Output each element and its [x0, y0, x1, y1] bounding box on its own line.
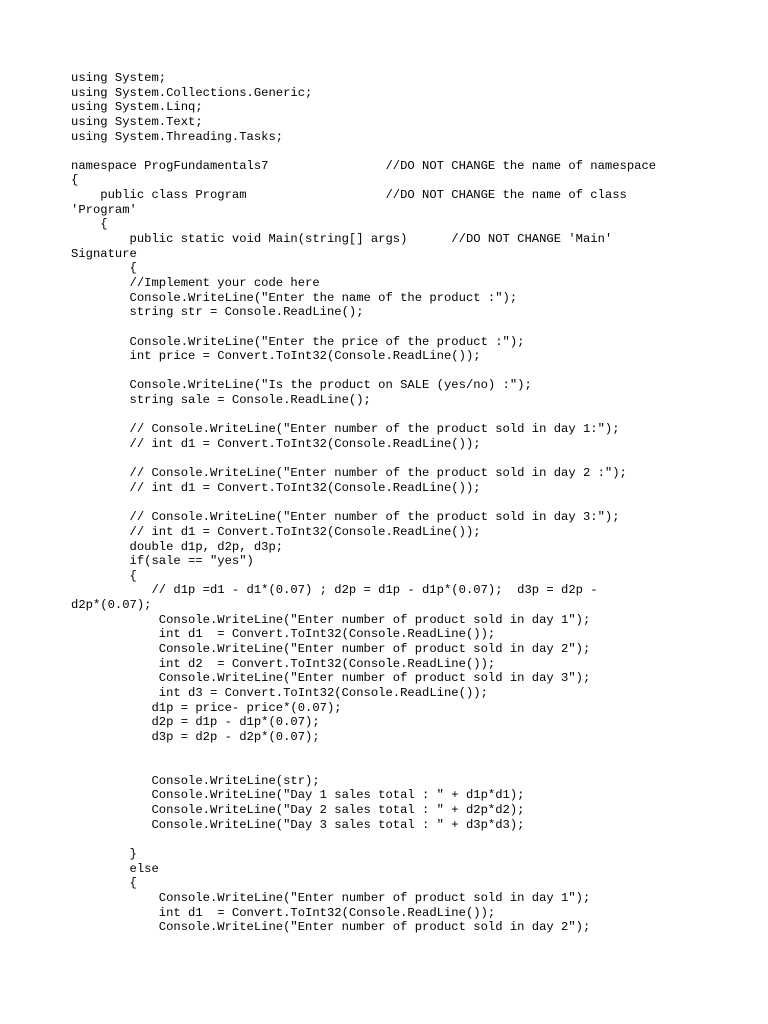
code-line: Console.WriteLine("Enter the price of the product :");: [71, 334, 525, 349]
code-line: using System.Collections.Generic;: [71, 85, 313, 100]
code-line: d2p*(0.07);: [71, 598, 152, 613]
code-line: using System;: [71, 71, 167, 85]
code-line: int d1 = Convert.ToInt32(Console.ReadLine());: [71, 627, 496, 642]
code-line: int d1 = Convert.ToInt32(Console.ReadLine());: [71, 905, 496, 920]
code-line: string sale = Console.ReadLine();: [71, 393, 371, 408]
code-line: //Implement your code here: [71, 275, 320, 290]
code-line: 'Program': [71, 202, 137, 217]
code-line: }: [71, 846, 137, 861]
code-line: // Console.WriteLine("Enter number of the product sold in day 2 :");: [71, 466, 627, 481]
code-line: [71, 364, 751, 379]
code-line: public static void Main(string[] args) //DO NOT CHANGE 'Main': [71, 232, 613, 247]
code-line: Console.WriteLine("Enter number of product sold in day 2");: [71, 641, 591, 656]
code-line: {: [71, 173, 79, 188]
code-line: double d1p, d2p, d3p;: [71, 539, 284, 554]
code-line: [71, 832, 751, 847]
code-line: using System.Threading.Tasks;: [71, 129, 284, 144]
code-line: if(sale == "yes"): [71, 554, 254, 569]
code-line: // d1p =d1 - d1*(0.07) ; d2p = d1p - d1p*(0.07); d3p = d2p -: [71, 583, 598, 598]
code-listing: [71, 71, 751, 935]
code-line: Console.WriteLine("Day 3 sales total : " + d3p*d3);: [71, 817, 525, 832]
code-line: // Console.WriteLine("Enter number of the product sold in day 3:");: [71, 510, 620, 525]
code-line: using System.Linq;: [71, 100, 203, 115]
code-line: Console.WriteLine("Is the product on SALE (yes/no) :");: [71, 378, 532, 393]
code-line: Console.WriteLine("Enter number of product sold in day 2");: [71, 920, 591, 935]
code-line: Console.WriteLine("Enter number of product sold in day 1");: [71, 890, 591, 905]
code-line: [71, 452, 751, 467]
code-line: d3p = d2p - d2p*(0.07);: [71, 729, 320, 744]
code-line: // int d1 = Convert.ToInt32(Console.ReadLine());: [71, 524, 481, 539]
code-line: [71, 408, 751, 423]
code-line: // int d1 = Convert.ToInt32(Console.ReadLine());: [71, 437, 481, 452]
code-line: [71, 496, 751, 511]
code-line: Console.WriteLine("Enter number of product sold in day 3");: [71, 671, 591, 686]
code-line: d2p = d1p - d1p*(0.07);: [71, 715, 320, 730]
code-line: public class Program //DO NOT CHANGE the name of class: [71, 188, 627, 203]
code-line: [71, 744, 751, 759]
code-line: int d3 = Convert.ToInt32(Console.ReadLine());: [71, 685, 488, 700]
code-line: Console.WriteLine("Day 1 sales total : " + d1p*d1);: [71, 788, 525, 803]
code-line: int d2 = Convert.ToInt32(Console.ReadLine());: [71, 656, 496, 671]
code-line: Signature: [71, 246, 137, 261]
code-line: int price = Convert.ToInt32(Console.ReadLine());: [71, 349, 481, 364]
code-line: string str = Console.ReadLine();: [71, 305, 364, 320]
code-line: namespace ProgFundamentals7 //DO NOT CHANGE the name of namespace: [71, 158, 657, 173]
code-line: [71, 320, 751, 335]
code-line: Console.WriteLine("Day 2 sales total : " + d2p*d2);: [71, 803, 525, 818]
code-line: else: [71, 861, 159, 876]
code-line: using System.Text;: [71, 114, 203, 129]
code-line: {: [71, 876, 137, 891]
code-line: {: [71, 217, 108, 232]
code-line: {: [71, 261, 137, 276]
code-line: {: [71, 568, 137, 583]
code-line: // Console.WriteLine("Enter number of the product sold in day 1:");: [71, 422, 620, 437]
code-line: Console.WriteLine("Enter the name of the product :");: [71, 290, 518, 305]
code-line: d1p = price- price*(0.07);: [71, 700, 342, 715]
code-line: [71, 759, 751, 774]
code-line: Console.WriteLine(str);: [71, 773, 320, 788]
code-line: Console.WriteLine("Enter number of product sold in day 1");: [71, 612, 591, 627]
code-line: // int d1 = Convert.ToInt32(Console.ReadLine());: [71, 480, 481, 495]
code-line: [71, 144, 751, 159]
